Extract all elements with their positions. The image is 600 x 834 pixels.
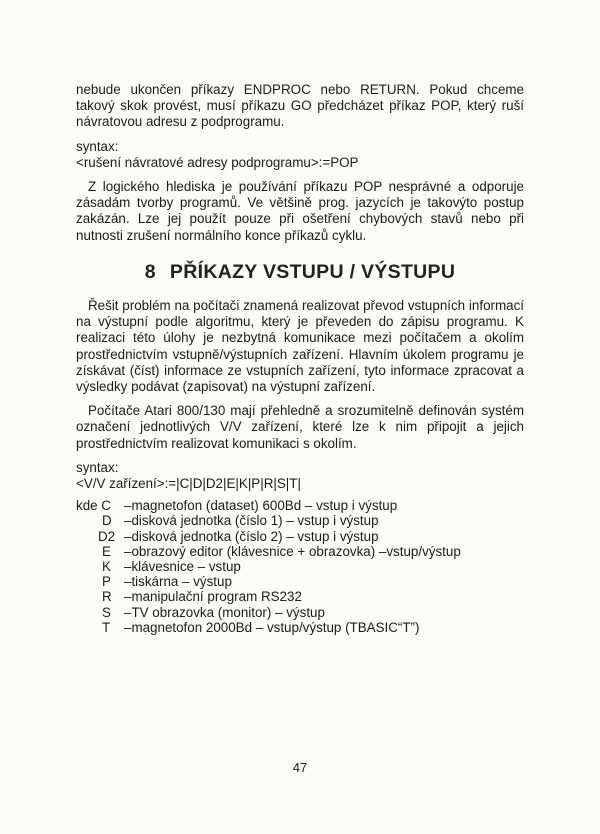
paragraph-atari: Počítače Atari 800/130 mají přehledně a srozumitelně definován systém označení jednotlivých V/V zařízení, které lze k nim připojit a jejich prostřednictvím realizovat komunikaci s okolím. <box>76 403 524 451</box>
page-body <box>76 82 524 635</box>
paragraph-intro: Řešit problém na počítači znamená realizovat převod vstupních informací na výstupní podle algoritmu, který je převeden do zápisu programu. K realizaci této úlohy je nezbytná komunikace mezi počítačem a okolím prostřednictvím vstupně/výstupních zařízení. Hlavním úkolem programu je získávat (číst) informace ze vstupních zařízení, tyto informace zpracovat a výsledky podávat (zapisovat) na výstupní zařízení. <box>76 298 524 395</box>
device-key: S <box>102 604 111 620</box>
device-desc: –magnetofon 2000Bd – vstup/výstup (TBASIC“T”) <box>124 619 420 635</box>
device-key: P <box>102 574 111 590</box>
device-list <box>76 498 524 635</box>
section-heading <box>76 260 524 283</box>
device-key: D <box>102 513 112 529</box>
syntax-label-2: syntax: <box>76 459 119 475</box>
device-key: D2 <box>98 528 116 544</box>
device-row <box>76 620 524 635</box>
device-desc: –tiskárna – výstup <box>124 574 232 590</box>
device-desc: –TV obrazovka (monitor) – výstup <box>124 604 325 620</box>
device-desc: –obrazový editor (klávesnice + obrazovka) –vstup/výstup <box>124 543 461 559</box>
syntax-rule-devices: <V/V zařízení>:=|C|D|D2|E|K|P|R|S|T| <box>76 476 301 492</box>
device-key: E <box>102 543 111 559</box>
device-key: kde C <box>76 498 111 514</box>
device-key: K <box>102 559 111 575</box>
paragraph-logic: Z logického hlediska je používání příkazu POP nesprávné a odporuje zásadám tvorby programů. Ve většině prog. jazycích je takovýto postup zakázán. Lze jej použít pouze při ošetření chybových stavů nebo při nutnosti zrušení normálního konce příkazů cyklu. <box>76 179 524 243</box>
device-row <box>76 559 524 574</box>
section-title: PŘÍKAZY VSTUPU / VÝSTUPU <box>169 260 456 283</box>
device-key: T <box>102 619 111 635</box>
device-desc: –magnetofon (dataset) 600Bd – vstup i výstup <box>124 498 398 514</box>
device-desc: –disková jednotka (číslo 1) – vstup i výstup <box>124 513 379 529</box>
paragraph-continuation: nebude ukončen příkazy ENDPROC nebo RETURN. Pokud chceme takový skok provést, musí příkazu GO předcházet příkaz POP, který ruší návratovou adresu z podprogramu. <box>76 82 524 130</box>
device-desc: –manipulační program RS232 <box>124 589 302 605</box>
device-row <box>76 589 524 604</box>
device-row <box>76 513 524 528</box>
device-desc: –klávesnice – vstup <box>124 559 241 575</box>
syntax-label: syntax: <box>76 138 119 154</box>
device-key: R <box>102 589 112 605</box>
syntax-rule-pop: <rušení návratové adresy podprogramu>:=POP <box>76 154 359 170</box>
section-number: 8 <box>144 260 156 283</box>
device-row <box>76 605 524 620</box>
device-row <box>76 498 524 513</box>
device-row <box>76 529 524 544</box>
page-number: 47 <box>292 760 308 775</box>
device-row <box>76 544 524 559</box>
device-row <box>76 574 524 589</box>
device-desc: –disková jednotka (číslo 2) – vstup i výstup <box>124 528 379 544</box>
